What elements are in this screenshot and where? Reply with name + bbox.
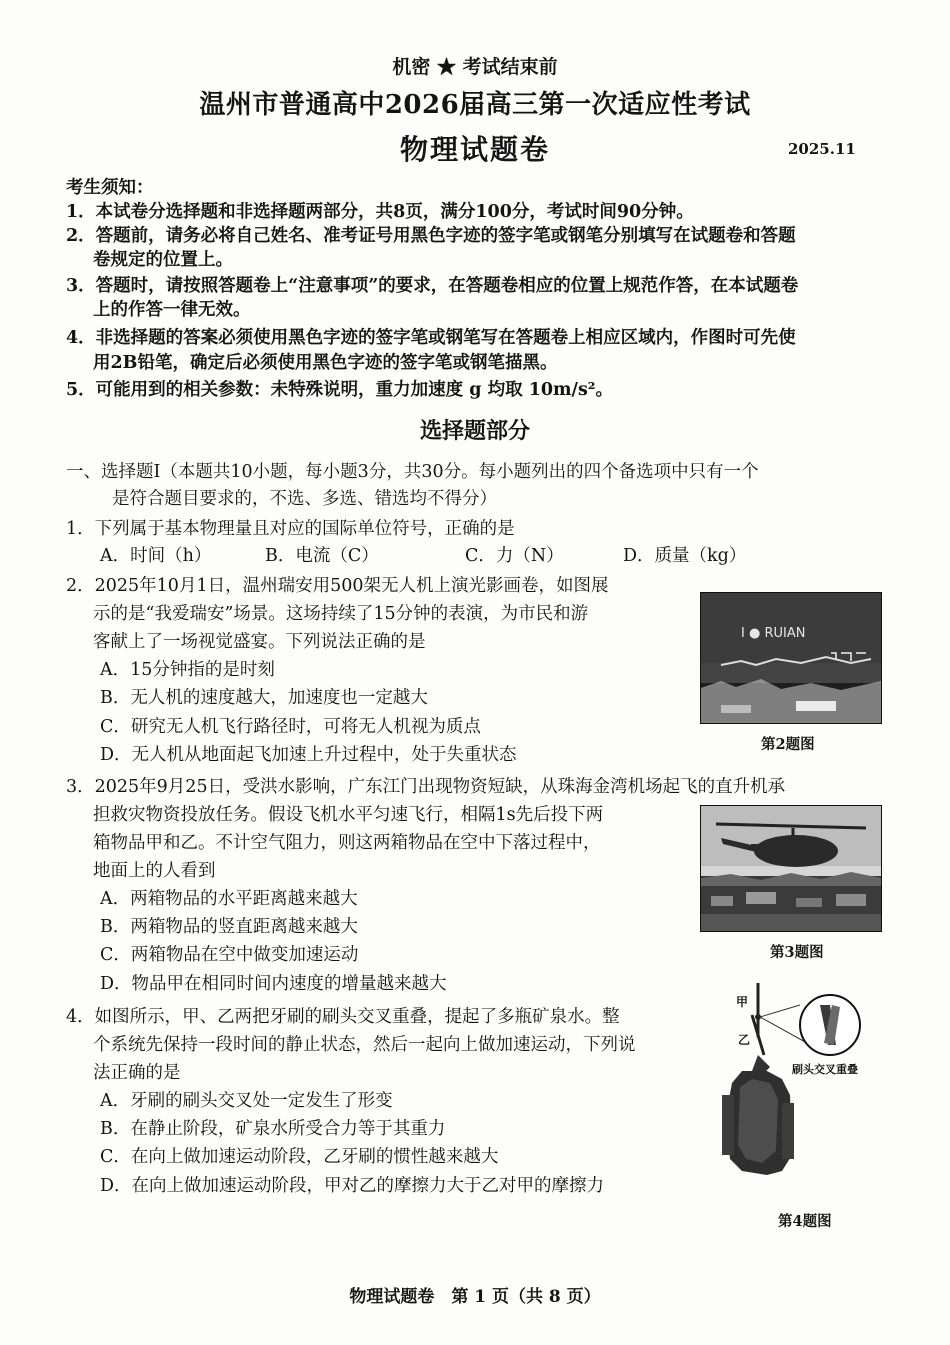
question-4-option-d: D．在向上做加速运动阶段，甲对乙的摩擦力大于乙对甲的摩擦力 <box>100 1176 605 1196</box>
question-3-option-d: D．物品甲在相同时间内速度的增量越来越大 <box>100 974 447 994</box>
question-1-option-c: C．力（N） <box>465 546 564 566</box>
question-4-option-c: C．在向上做加速运动阶段，乙牙刷的惯性越来越大 <box>100 1147 499 1167</box>
notice-line: 4．非选择题的答案必须使用黑色字迹的签字笔或钢笔写在答题卷上相应区域内，作图时可先使 <box>66 328 796 348</box>
question-3-stem: 箱物品甲和乙。不计空气阻力，则这两箱物品在空中下落过程中， <box>93 833 601 853</box>
question-2-option-b: B．无人机的速度越大，加速度也一定越大 <box>100 688 428 708</box>
notice-heading: 考生须知： <box>66 178 154 198</box>
confidential-mark: 机密 ★ 考试结束前 <box>392 56 558 78</box>
question-1-option-b: B．电流（C） <box>265 546 379 566</box>
question-4-stem: 4．如图所示，甲、乙两把牙刷的刷头交叉重叠，提起了多瓶矿泉水。整 <box>66 1007 620 1027</box>
page-footer: 物理试题卷 第 1 页（共 8 页） <box>349 1287 601 1307</box>
question-2-option-a: A．15分钟指的是时刻 <box>100 660 275 680</box>
figure-2-caption: 第2题图 <box>761 736 815 753</box>
question-4-option-a: A．牙刷的刷头交叉处一定发生了形变 <box>100 1091 393 1111</box>
question-1-option-d: D．质量（kg） <box>623 546 747 566</box>
drone-formation-text: I ● RUIAN <box>741 626 806 641</box>
exam-title: 温州市普通高中2026届高三第一次适应性考试 <box>199 90 751 120</box>
question-2-stem: 客献上了一场视觉盛宴。下列说法正确的是 <box>93 632 426 652</box>
question-1-option-a: A．时间（h） <box>100 546 212 566</box>
helicopter-illustration <box>701 806 881 931</box>
drone-show-illustration <box>701 593 881 723</box>
notice-line: 3．答题时，请按照答题卷上“注意事项”的要求，在答题卷相应的位置上规范作答，在本试题卷 <box>66 276 799 296</box>
question-3-stem: 担救灾物资投放任务。假设飞机水平匀速飞行，相隔1s先后投下两 <box>93 805 604 825</box>
notice-line: 5．可能用到的相关参数：未特殊说明，重力加速度 g 均取 10m/s²。 <box>66 380 613 400</box>
exam-subtitle: 物理试题卷 <box>399 133 550 166</box>
question-3-option-c: C．两箱物品在空中做变加速运动 <box>100 945 359 965</box>
section-title: 选择题部分 <box>419 418 530 444</box>
question-2-option-d: D．无人机从地面起飞加速上升过程中，处于失重状态 <box>100 745 517 765</box>
helicopter-photo <box>700 805 882 932</box>
question-2-stem: 2．2025年10月1日，温州瑞安用500架无人机上演光影画卷，如图展 <box>66 576 609 596</box>
question-2-option-c: C．研究无人机飞行路径时，可将无人机视为质点 <box>100 717 481 737</box>
zoom-label: 刷头交叉重叠 <box>792 1063 858 1076</box>
question-2-stem: 示的是“我爱瑞安”场景。这场持续了15分钟的表演，为市民和游 <box>93 604 589 624</box>
toothbrush-figure <box>712 975 882 1205</box>
label-yi: 乙 <box>738 1033 751 1047</box>
question-3-stem: 地面上的人看到 <box>93 861 216 881</box>
drone-show-photo <box>700 592 882 724</box>
notice-line: 2．答题前，请务必将自己姓名、准考证号用黑色字迹的签字笔或钢笔分别填写在试题卷和答题 <box>66 226 796 246</box>
question-4-stem: 法正确的是 <box>93 1063 181 1083</box>
figure-4-caption: 第4题图 <box>778 1213 832 1230</box>
label-jia: 甲 <box>736 995 749 1009</box>
question-3-stem: 3．2025年9月25日，受洪水影响，广东江门出现物资短缺，从珠海金湾机场起飞的直升机承 <box>66 777 786 797</box>
question-4-option-b: B．在静止阶段，矿泉水所受合力等于其重力 <box>100 1119 446 1139</box>
question-1-stem: 1．下列属于基本物理量且对应的国际单位符号，正确的是 <box>66 519 515 539</box>
notice-line: 上的作答一律无效。 <box>93 300 251 320</box>
question-4-stem: 个系统先保持一段时间的静止状态，然后一起向上做加速运动，下列说 <box>93 1035 636 1055</box>
part-instruction: 一、选择题Ⅰ（本题共10小题，每小题3分，共30分。每小题列出的四个备选项中只有一个 <box>66 462 759 482</box>
question-3-option-a: A．两箱物品的水平距离越来越大 <box>100 889 358 909</box>
part-instruction: 是符合题目要求的，不选、多选、错选均不得分） <box>112 489 497 509</box>
notice-line: 卷规定的位置上。 <box>93 250 233 270</box>
notice-line: 1．本试卷分选择题和非选择题两部分，共8页，满分100分，考试时间90分钟。 <box>66 202 694 222</box>
figure-3-caption: 第3题图 <box>770 944 824 961</box>
question-3-option-b: B．两箱物品的竖直距离越来越大 <box>100 917 358 937</box>
exam-date: 2025.11 <box>788 140 856 158</box>
notice-line: 用2B铅笔，确定后必须使用黑色字迹的签字笔或钢笔描黑。 <box>93 353 558 373</box>
